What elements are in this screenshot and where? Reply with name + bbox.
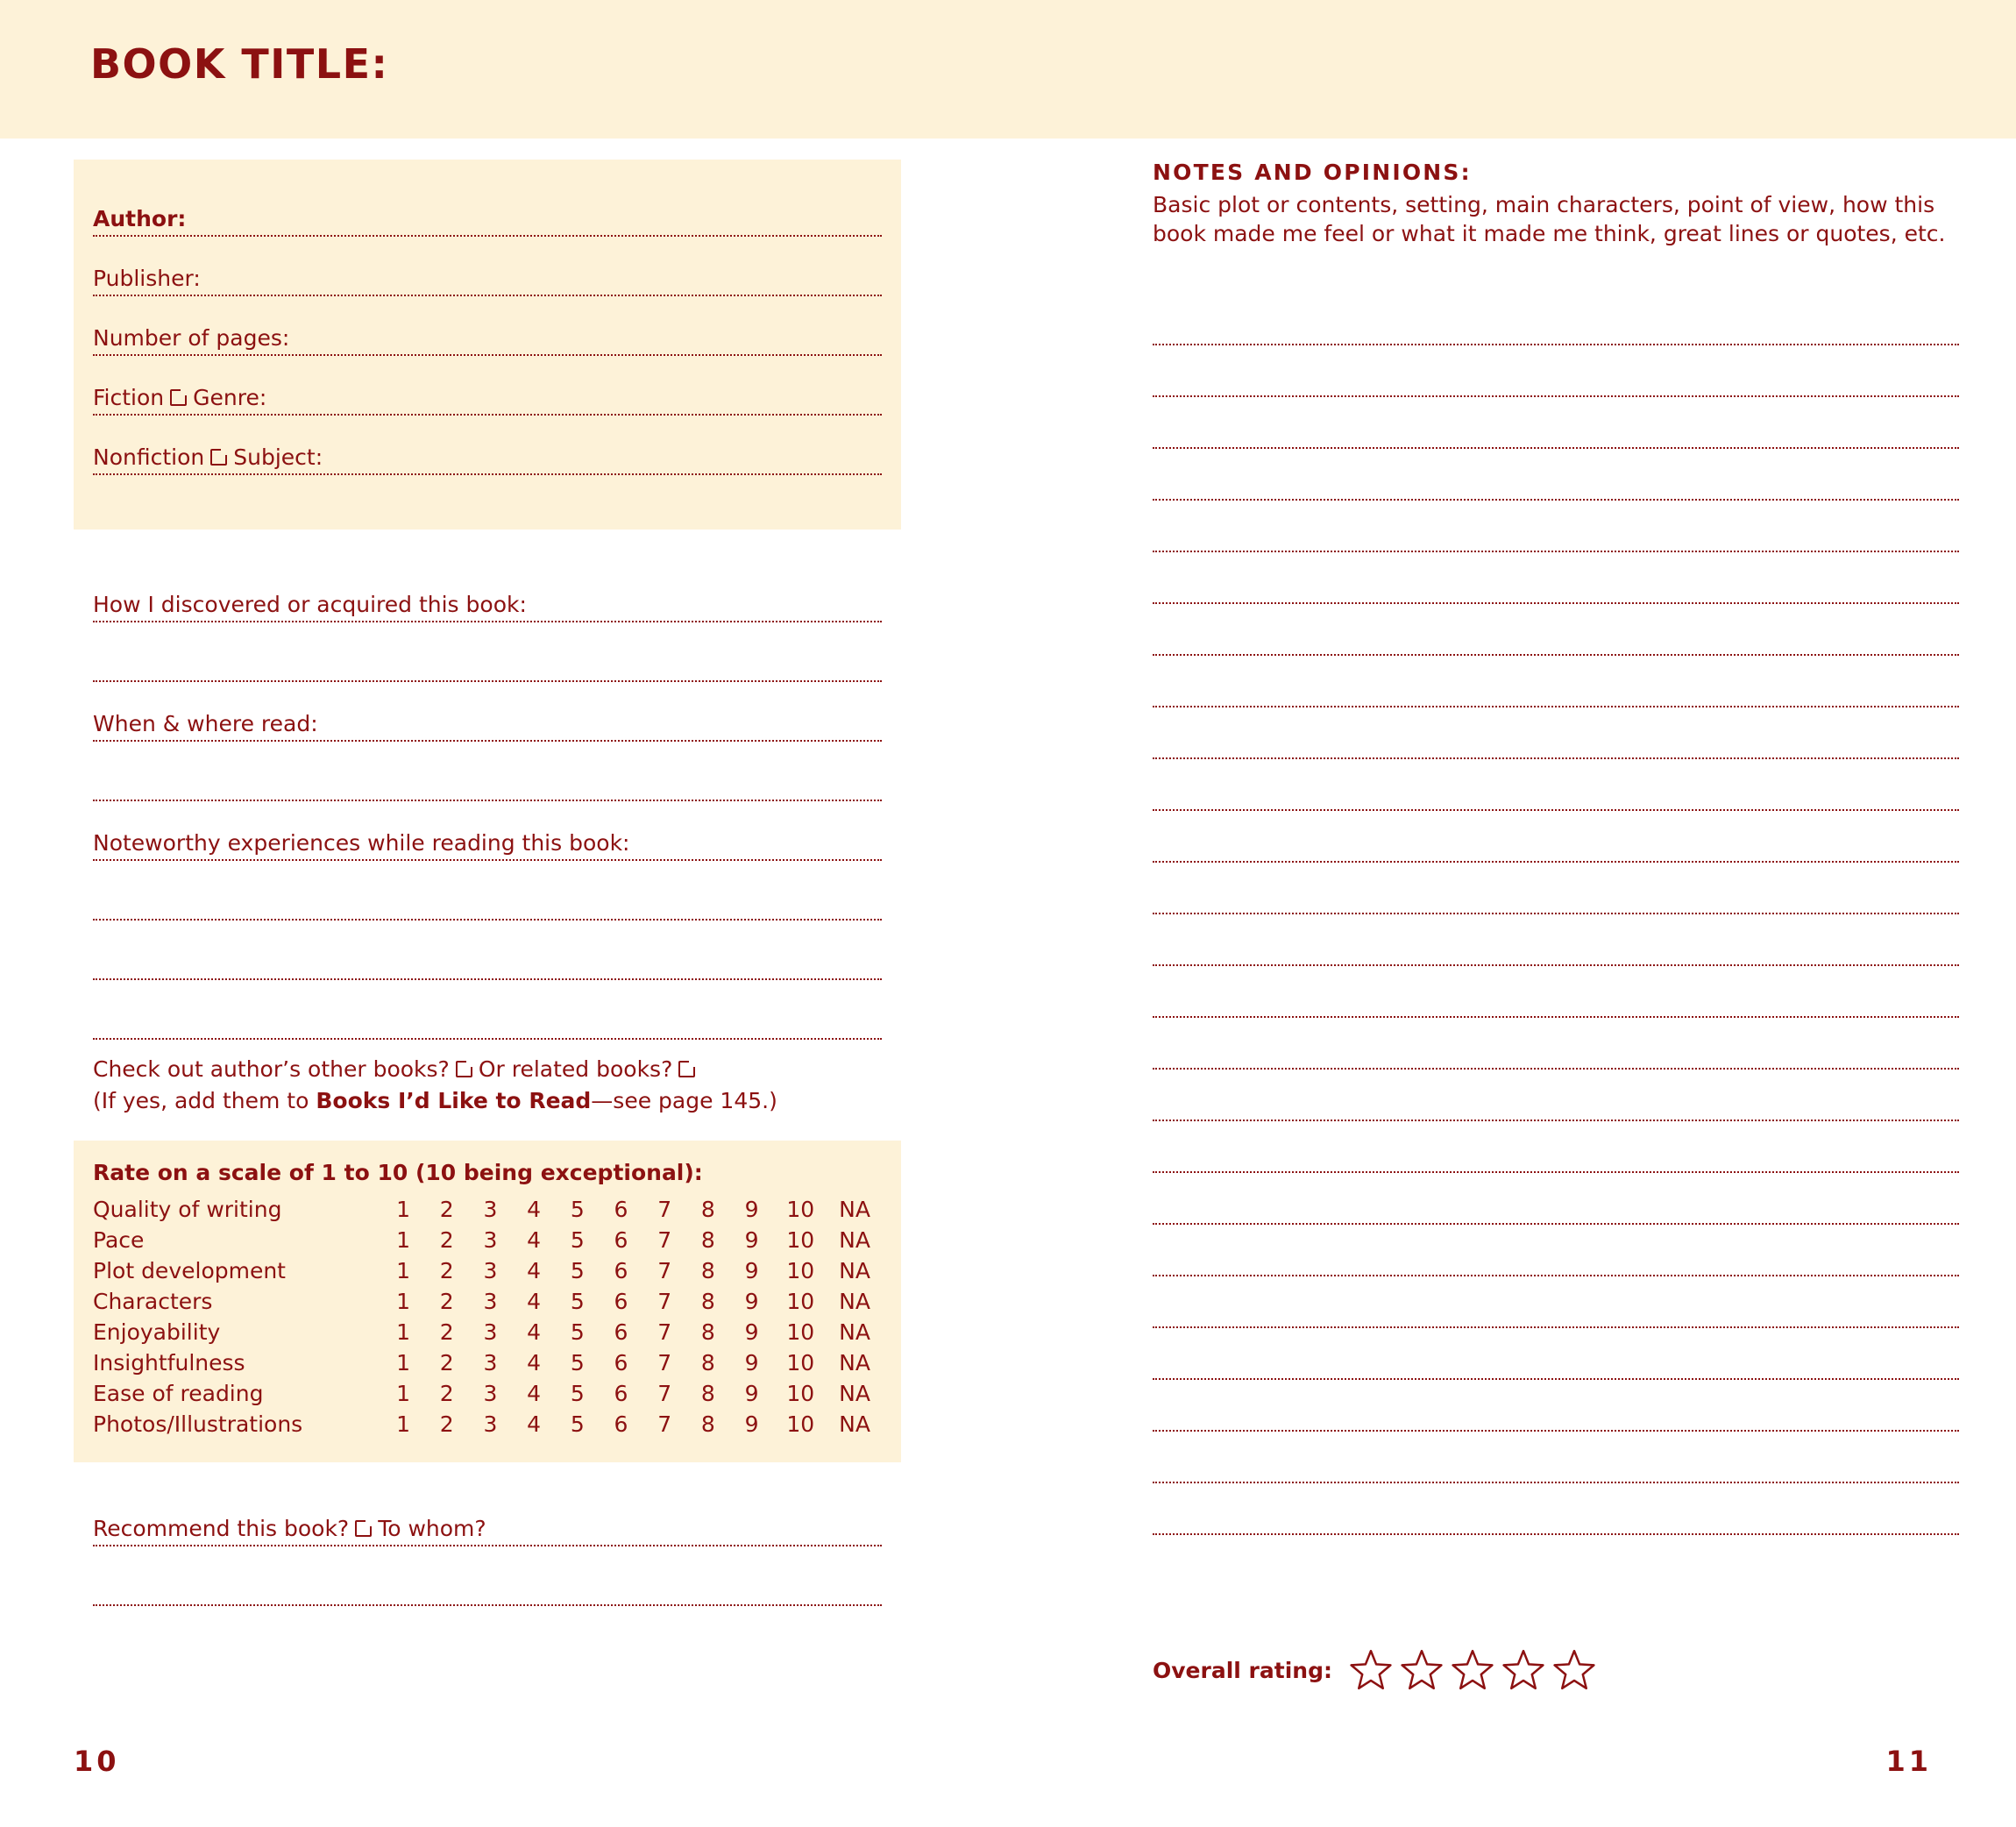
field-discovered[interactable]: [93, 568, 882, 628]
rating-option-6[interactable]: 6: [614, 1350, 628, 1376]
fiction-checkbox[interactable]: [170, 389, 187, 406]
rating-option-7[interactable]: 7: [657, 1381, 672, 1406]
rating-category: Quality of writing: [93, 1197, 282, 1222]
rating-option-3[interactable]: 3: [483, 1411, 498, 1437]
field-pages[interactable]: [93, 302, 882, 361]
table-row[interactable]: [93, 1225, 882, 1255]
field-publisher-label: Publisher:: [93, 266, 201, 291]
page-number-left: 10: [74, 1745, 120, 1778]
notes-line[interactable]: [1153, 294, 1959, 345]
rating-option-6[interactable]: 6: [614, 1289, 628, 1314]
rating-option-8[interactable]: 8: [700, 1258, 715, 1283]
rating-category: Characters: [93, 1289, 213, 1314]
rating-option-7[interactable]: 7: [657, 1350, 672, 1376]
star-rating[interactable]: [1346, 1648, 1599, 1692]
rating-option-1[interactable]: 1: [396, 1197, 410, 1222]
recommend-section: [74, 1492, 901, 1611]
notes-line[interactable]: [1153, 1173, 1959, 1225]
middle-section: [74, 568, 901, 1045]
rating-option-5[interactable]: 5: [570, 1319, 585, 1345]
rating-option-7[interactable]: 7: [657, 1258, 672, 1283]
notes-line[interactable]: [1153, 1432, 1959, 1483]
notes-line[interactable]: [1153, 1380, 1959, 1432]
notes-line[interactable]: [1153, 552, 1959, 604]
nonfiction-label: Nonfiction: [93, 444, 205, 470]
rating-category: Plot development: [93, 1258, 286, 1283]
rating-option-4[interactable]: 4: [527, 1197, 542, 1222]
rating-option-na[interactable]: NA: [839, 1319, 870, 1345]
rating-option-4[interactable]: 4: [527, 1227, 542, 1253]
check-author-books-label: Check out author’s other books?: [93, 1056, 450, 1082]
star-icon[interactable]: [1499, 1648, 1548, 1692]
table-row[interactable]: [93, 1347, 882, 1378]
table-row[interactable]: [93, 1409, 882, 1440]
field-author-rule: [93, 235, 882, 237]
field-publisher-rule: [93, 295, 882, 296]
star-icon[interactable]: [1550, 1648, 1599, 1692]
star-icon[interactable]: [1448, 1648, 1497, 1692]
rating-option-5[interactable]: 5: [570, 1227, 585, 1253]
rating-option-5[interactable]: 5: [570, 1411, 585, 1437]
books-note-post: —see page 145.): [591, 1087, 777, 1113]
field-recommend-line-2[interactable]: [93, 1552, 882, 1611]
rating-option-1[interactable]: 1: [396, 1227, 410, 1253]
rating-option-3[interactable]: 3: [483, 1319, 498, 1345]
rating-table: [93, 1194, 882, 1440]
overall-rating[interactable]: [1153, 1648, 1599, 1692]
rating-option-2[interactable]: 2: [439, 1350, 454, 1376]
rating-option-5[interactable]: 5: [570, 1381, 585, 1406]
rating-option-6[interactable]: 6: [614, 1319, 628, 1345]
rating-option-8[interactable]: 8: [700, 1289, 715, 1314]
check-related-books-label: Or related books?: [478, 1056, 673, 1082]
recommend-checkbox[interactable]: [355, 1520, 372, 1537]
to-whom-label: To whom?: [378, 1516, 486, 1541]
rating-option-1[interactable]: 1: [396, 1381, 410, 1406]
notes-line[interactable]: [1153, 707, 1959, 759]
field-recommend-rule: [93, 1545, 882, 1546]
notes-subtitle: Basic plot or contents, setting, main characters, point of view, how this book made me feel or what it made me think, great lines or quotes, etc.: [1153, 192, 1946, 246]
field-noteworthy-rule: [93, 859, 882, 861]
rating-option-4[interactable]: 4: [527, 1350, 542, 1376]
rating-box: [74, 1141, 901, 1462]
rating-option-na[interactable]: NA: [839, 1350, 870, 1376]
rating-title: Rate on a scale of 1 to 10 (10 being exceptional):: [93, 1160, 703, 1185]
rating-option-2[interactable]: 2: [439, 1319, 454, 1345]
notes-line[interactable]: [1153, 1070, 1959, 1121]
overall-rating-label: Overall rating:: [1153, 1657, 1332, 1683]
subject-label: Subject:: [233, 444, 323, 470]
notes-line[interactable]: [1153, 759, 1959, 811]
rating-option-9[interactable]: 9: [744, 1289, 759, 1314]
notes-line[interactable]: [1153, 1328, 1959, 1380]
field-publisher[interactable]: [93, 242, 882, 302]
rating-option-8[interactable]: 8: [700, 1227, 715, 1253]
rating-option-1[interactable]: 1: [396, 1350, 410, 1376]
books-note-pre: (If yes, add them to: [93, 1087, 316, 1113]
notes-line[interactable]: [1153, 811, 1959, 863]
rating-option-1[interactable]: 1: [396, 1319, 410, 1345]
author-other-books-line: [93, 1054, 882, 1085]
rating-option-9[interactable]: 9: [744, 1258, 759, 1283]
notes-line[interactable]: [1153, 449, 1959, 501]
page-number-right: 11: [1885, 1745, 1932, 1778]
rating-option-10[interactable]: 10: [786, 1227, 815, 1253]
rating-option-10[interactable]: 10: [786, 1289, 815, 1314]
rating-option-4[interactable]: 4: [527, 1411, 542, 1437]
rating-option-9[interactable]: 9: [744, 1227, 759, 1253]
rating-category: Enjoyability: [93, 1319, 221, 1345]
rating-category: Photos/Illustrations: [93, 1411, 303, 1437]
field-fiction-genre[interactable]: [93, 361, 882, 421]
notes-line[interactable]: [1153, 1018, 1959, 1070]
related-books-checkbox[interactable]: [678, 1061, 695, 1077]
rating-option-3[interactable]: 3: [483, 1258, 498, 1283]
rating-option-2[interactable]: 2: [439, 1381, 454, 1406]
rating-option-8[interactable]: 8: [700, 1350, 715, 1376]
field-author-label: Author:: [93, 206, 187, 231]
table-row[interactable]: [93, 1317, 882, 1347]
rating-option-6[interactable]: 6: [614, 1197, 628, 1222]
rating-option-2[interactable]: 2: [439, 1411, 454, 1437]
rating-option-10[interactable]: 10: [786, 1319, 815, 1345]
rating-option-2[interactable]: 2: [439, 1258, 454, 1283]
rating-option-6[interactable]: 6: [614, 1258, 628, 1283]
table-row[interactable]: [93, 1378, 882, 1409]
rating-option-2[interactable]: 2: [439, 1197, 454, 1222]
rating-option-na[interactable]: NA: [839, 1381, 870, 1406]
rating-option-10[interactable]: 10: [786, 1411, 815, 1437]
field-nonfiction-subject[interactable]: [93, 421, 882, 480]
rating-option-9[interactable]: 9: [744, 1381, 759, 1406]
field-author[interactable]: [93, 182, 882, 242]
rating-option-1[interactable]: 1: [396, 1289, 410, 1314]
books-note-bold: Books I’d Like to Read: [316, 1087, 592, 1113]
rating-option-7[interactable]: 7: [657, 1197, 672, 1222]
rating-option-10[interactable]: 10: [786, 1258, 815, 1283]
rating-option-7[interactable]: 7: [657, 1319, 672, 1345]
rating-option-8[interactable]: 8: [700, 1381, 715, 1406]
rating-option-8[interactable]: 8: [700, 1197, 715, 1222]
rating-option-9[interactable]: 9: [744, 1411, 759, 1437]
notes-line[interactable]: [1153, 1225, 1959, 1276]
field-noteworthy-label: Noteworthy experiences while reading this book:: [93, 830, 630, 856]
rating-option-4[interactable]: 4: [527, 1319, 542, 1345]
rating-option-2[interactable]: 2: [439, 1289, 454, 1314]
rating-option-6[interactable]: 6: [614, 1411, 628, 1437]
field-noteworthy[interactable]: [93, 807, 882, 866]
rating-option-9[interactable]: 9: [744, 1197, 759, 1222]
rating-option-5[interactable]: 5: [570, 1197, 585, 1222]
table-row[interactable]: [93, 1255, 882, 1286]
notes-line[interactable]: [1153, 1121, 1959, 1173]
notes-line[interactable]: [1153, 914, 1959, 966]
field-when-where-line-2[interactable]: [93, 747, 882, 807]
notes-line[interactable]: [1153, 345, 1959, 397]
rating-option-8[interactable]: 8: [700, 1411, 715, 1437]
star-icon[interactable]: [1346, 1648, 1395, 1692]
rating-option-2[interactable]: 2: [439, 1227, 454, 1253]
recommend-label: Recommend this book?: [93, 1516, 350, 1541]
books-note: [93, 1085, 882, 1117]
rating-option-7[interactable]: 7: [657, 1411, 672, 1437]
notes-lines[interactable]: [1153, 294, 1959, 1535]
rating-option-na[interactable]: NA: [839, 1227, 870, 1253]
field-pages-label: Number of pages:: [93, 325, 290, 351]
author-other-books-row: [74, 1054, 901, 1116]
star-icon[interactable]: [1397, 1648, 1446, 1692]
field-recommend[interactable]: [93, 1492, 882, 1552]
field-noteworthy-line-2[interactable]: [93, 866, 882, 926]
rating-option-na[interactable]: NA: [839, 1258, 870, 1283]
rating-option-10[interactable]: 10: [786, 1197, 815, 1222]
field-noteworthy-line-4[interactable]: [93, 985, 882, 1045]
rating-option-1[interactable]: 1: [396, 1258, 410, 1283]
author-books-checkbox[interactable]: [456, 1061, 472, 1077]
table-row[interactable]: [93, 1286, 882, 1317]
rating-option-7[interactable]: 7: [657, 1227, 672, 1253]
field-when-where-rule: [93, 740, 882, 742]
field-noteworthy-line-3[interactable]: [93, 926, 882, 985]
page-title: BOOK TITLE:: [90, 40, 389, 88]
rating-option-9[interactable]: 9: [744, 1350, 759, 1376]
right-column: [1153, 160, 1959, 1535]
field-subject-rule: [93, 473, 882, 475]
notes-line[interactable]: [1153, 1483, 1959, 1535]
rating-option-10[interactable]: 10: [786, 1381, 815, 1406]
notes-line[interactable]: [1153, 501, 1959, 552]
notes-line[interactable]: [1153, 604, 1959, 656]
rating-option-4[interactable]: 4: [527, 1258, 542, 1283]
rating-option-5[interactable]: 5: [570, 1289, 585, 1314]
rating-category: Pace: [93, 1227, 145, 1253]
rating-option-5[interactable]: 5: [570, 1350, 585, 1376]
rating-option-4[interactable]: 4: [527, 1289, 542, 1314]
notes-line[interactable]: [1153, 966, 1959, 1018]
field-discovered-line-2[interactable]: [93, 628, 882, 687]
nonfiction-checkbox[interactable]: [210, 449, 227, 466]
rating-option-5[interactable]: 5: [570, 1258, 585, 1283]
field-when-where[interactable]: [93, 687, 882, 747]
notes-heading: NOTES AND OPINIONS:: [1153, 160, 1472, 185]
book-info-box: [74, 160, 901, 530]
rating-option-8[interactable]: 8: [700, 1319, 715, 1345]
field-discovered-rule: [93, 621, 882, 622]
table-row[interactable]: [93, 1194, 882, 1225]
rating-option-na[interactable]: NA: [839, 1411, 870, 1437]
rating-category: Insightfulness: [93, 1350, 245, 1376]
rating-option-10[interactable]: 10: [786, 1350, 815, 1376]
genre-label: Genre:: [193, 385, 267, 410]
rating-option-9[interactable]: 9: [744, 1319, 759, 1345]
field-when-where-label: When & where read:: [93, 711, 318, 736]
left-column: [74, 160, 901, 1611]
field-discovered-label: How I discovered or acquired this book:: [93, 592, 527, 617]
rating-option-7[interactable]: 7: [657, 1289, 672, 1314]
field-pages-rule: [93, 354, 882, 356]
rating-option-6[interactable]: 6: [614, 1227, 628, 1253]
rating-option-1[interactable]: 1: [396, 1411, 410, 1437]
rating-option-na[interactable]: NA: [839, 1289, 870, 1314]
rating-option-4[interactable]: 4: [527, 1381, 542, 1406]
rating-option-3[interactable]: 3: [483, 1350, 498, 1376]
rating-category: Ease of reading: [93, 1381, 264, 1406]
rating-option-6[interactable]: 6: [614, 1381, 628, 1406]
notes-line[interactable]: [1153, 656, 1959, 707]
notes-line[interactable]: [1153, 863, 1959, 914]
rating-option-3[interactable]: 3: [483, 1381, 498, 1406]
rating-option-3[interactable]: 3: [483, 1289, 498, 1314]
fiction-label: Fiction: [93, 385, 165, 410]
rating-option-na[interactable]: NA: [839, 1197, 870, 1222]
rating-option-3[interactable]: 3: [483, 1227, 498, 1253]
field-genre-rule: [93, 414, 882, 416]
rating-option-3[interactable]: 3: [483, 1197, 498, 1222]
notes-line[interactable]: [1153, 1276, 1959, 1328]
notes-line[interactable]: [1153, 397, 1959, 449]
